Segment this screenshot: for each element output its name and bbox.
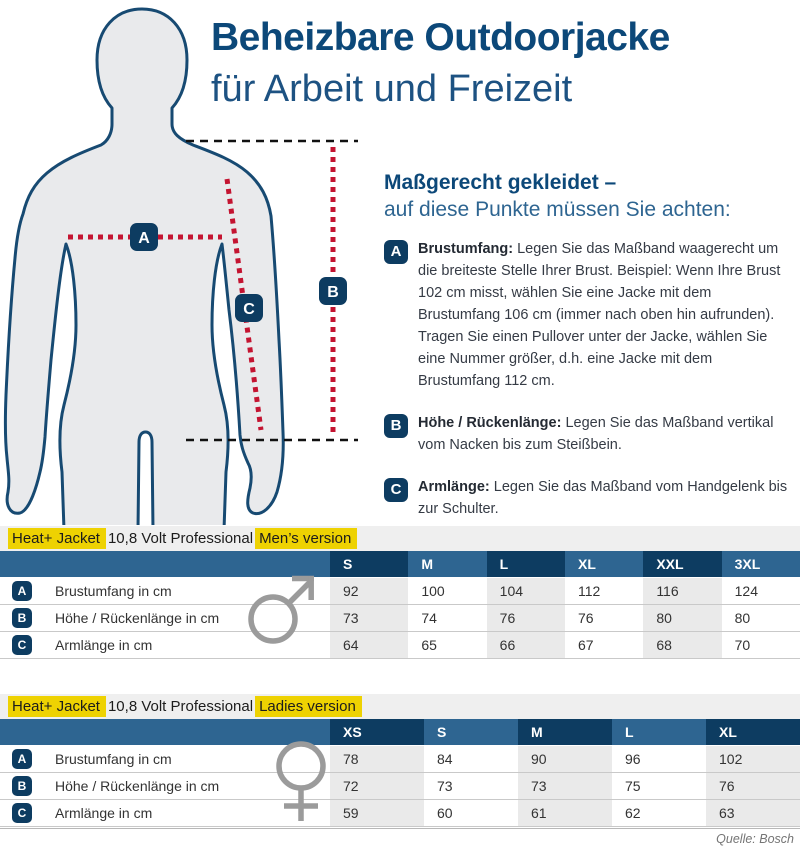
size-value-cell: 80 (643, 605, 721, 631)
row-label: Brustumfang in cm (55, 751, 172, 767)
size-value-cell: 66 (487, 632, 565, 658)
page-subtitle: für Arbeit und Freizeit (211, 68, 573, 110)
footer-divider (0, 828, 800, 829)
size-value-cell: 73 (518, 773, 612, 799)
measurement-guide (384, 170, 796, 540)
row-badge: A (12, 581, 32, 601)
size-column-header: S (330, 551, 408, 577)
size-value-cell: 100 (421, 583, 445, 599)
size-value-cell: 59 (330, 800, 424, 826)
row-label: Armlänge in cm (55, 805, 153, 821)
table-header-row (0, 551, 800, 577)
figure-badge-c (235, 294, 263, 322)
size-value-cell: 80 (734, 610, 751, 626)
size-value-cell: 60 (437, 805, 453, 821)
guide-term-c: Armlänge: (418, 479, 490, 495)
size-value-cell: 68 (643, 632, 721, 658)
table-body (0, 745, 800, 827)
size-column-header: L (487, 551, 565, 577)
table-row (0, 773, 800, 800)
svg-text:B: B (327, 284, 339, 301)
badge-c: C (384, 478, 408, 502)
guide-heading-rest: auf diese Punkte müssen Sie achten: (384, 198, 731, 221)
size-table-ladies (0, 694, 800, 827)
table-title (0, 694, 800, 719)
size-value-cell: 90 (518, 746, 612, 772)
guide-text-b (418, 412, 796, 456)
row-label-cell (0, 800, 330, 826)
guide-term-b: Höhe / Rückenlänge: (418, 415, 562, 431)
table-row (0, 800, 800, 827)
row-badge: B (12, 776, 32, 796)
size-value-cell: 102 (706, 746, 800, 772)
size-value-cell: 72 (330, 773, 424, 799)
size-column-header: L (612, 719, 706, 745)
size-column-header: XL (565, 551, 643, 577)
size-value-cell: 116 (643, 578, 721, 604)
badge-a: A (384, 240, 408, 264)
size-value-cell: 73 (330, 605, 408, 631)
row-label: Höhe / Rückenlänge in cm (55, 778, 220, 794)
row-label-cell (0, 578, 330, 604)
size-value-cell: 76 (577, 610, 594, 626)
source-credit: Quelle: Bosch (716, 832, 794, 846)
page-title: Beheizbare Outdoorjacke (211, 16, 670, 59)
size-value-cell: 73 (437, 778, 453, 794)
table-row (0, 632, 800, 659)
row-label: Brustumfang in cm (55, 583, 172, 599)
row-label-cell (0, 746, 330, 772)
guide-term-a: Brustumfang: (418, 241, 514, 257)
table-header-row (0, 719, 800, 745)
row-label-cell (0, 632, 330, 658)
figure-badge-b (319, 277, 347, 305)
table-row (0, 605, 800, 632)
page-title-block (211, 14, 796, 112)
svg-text:A: A (138, 230, 150, 247)
row-badge: C (12, 635, 32, 655)
size-value-cell: 63 (706, 800, 800, 826)
guide-text-a (418, 238, 796, 392)
table-title-highlight: Heat+ Jacket (8, 528, 106, 549)
table-body (0, 577, 800, 659)
size-value-cell: 76 (706, 773, 800, 799)
guide-body-a: Legen Sie das Maßband waagerecht um die breiteste Stelle Ihrer Brust. Beispiel: Wenn Ihre Brust 102 cm misst, wählen Sie eine Jacke mit dem Brustumfang 106 cm (immer nach oben hin aufrunden). Tragen Sie einen Pullover unter der Jacke, wählen Sie eine Nummer größer, d.h. eine Jacke mit dem Brustumfang 112 cm. (418, 241, 781, 389)
size-value-cell: 92 (330, 578, 408, 604)
size-value-cell: 84 (437, 751, 453, 767)
figure-badge-a (130, 223, 158, 251)
table-row (0, 578, 800, 605)
table-title-text: 10,8 Volt Professional (107, 530, 254, 547)
size-value-cell: 74 (421, 610, 437, 626)
size-value-cell: 124 (734, 583, 758, 599)
size-value-cell: 78 (330, 746, 424, 772)
size-column-header: M (408, 551, 486, 577)
size-value-cell: 96 (625, 751, 641, 767)
table-title-highlight: Ladies version (255, 696, 362, 717)
row-label-cell (0, 605, 330, 631)
size-value-cell: 76 (487, 605, 565, 631)
row-label: Armlänge in cm (55, 637, 153, 653)
size-table-men (0, 526, 800, 659)
size-column-header: M (518, 719, 612, 745)
table-title-highlight: Heat+ Jacket (8, 696, 106, 717)
guide-body-b: Legen Sie das Maßband vertikal vom Nacken bis zum Steißbein. (418, 415, 774, 453)
row-badge: C (12, 803, 32, 823)
table-row (0, 746, 800, 773)
guide-text-c (418, 476, 796, 520)
table-header-label-spacer (0, 551, 330, 577)
row-label: Höhe / Rückenlänge in cm (55, 610, 220, 626)
size-value-cell: 75 (625, 778, 641, 794)
size-column-header: S (424, 719, 518, 745)
size-value-cell: 70 (734, 637, 751, 653)
size-value-cell: 67 (577, 637, 594, 653)
size-column-header: XS (330, 719, 424, 745)
svg-text:C: C (243, 301, 255, 318)
guide-heading-bold: Maßgerecht gekleidet – (384, 171, 617, 194)
row-badge: B (12, 608, 32, 628)
size-column-header: XXL (643, 551, 721, 577)
size-value-cell: 61 (518, 800, 612, 826)
table-title (0, 526, 800, 551)
table-header-label-spacer (0, 719, 330, 745)
guide-item-a (384, 238, 796, 392)
size-column-header: XL (706, 719, 800, 745)
size-column-header: 3XL (722, 551, 800, 577)
size-value-cell: 62 (625, 805, 641, 821)
size-value-cell: 112 (577, 583, 601, 599)
guide-item-c (384, 476, 796, 520)
guide-body-c: Legen Sie das Maßband vom Handgelenk bis zur Schulter. (418, 479, 788, 517)
badge-b: B (384, 414, 408, 438)
row-badge: A (12, 749, 32, 769)
row-label-cell (0, 773, 330, 799)
size-value-cell: 64 (330, 632, 408, 658)
guide-item-b (384, 412, 796, 456)
size-value-cell: 104 (487, 578, 565, 604)
size-value-cell: 65 (421, 637, 437, 653)
table-title-text: 10,8 Volt Professional (107, 698, 254, 715)
table-title-highlight: Men’s version (255, 528, 357, 549)
